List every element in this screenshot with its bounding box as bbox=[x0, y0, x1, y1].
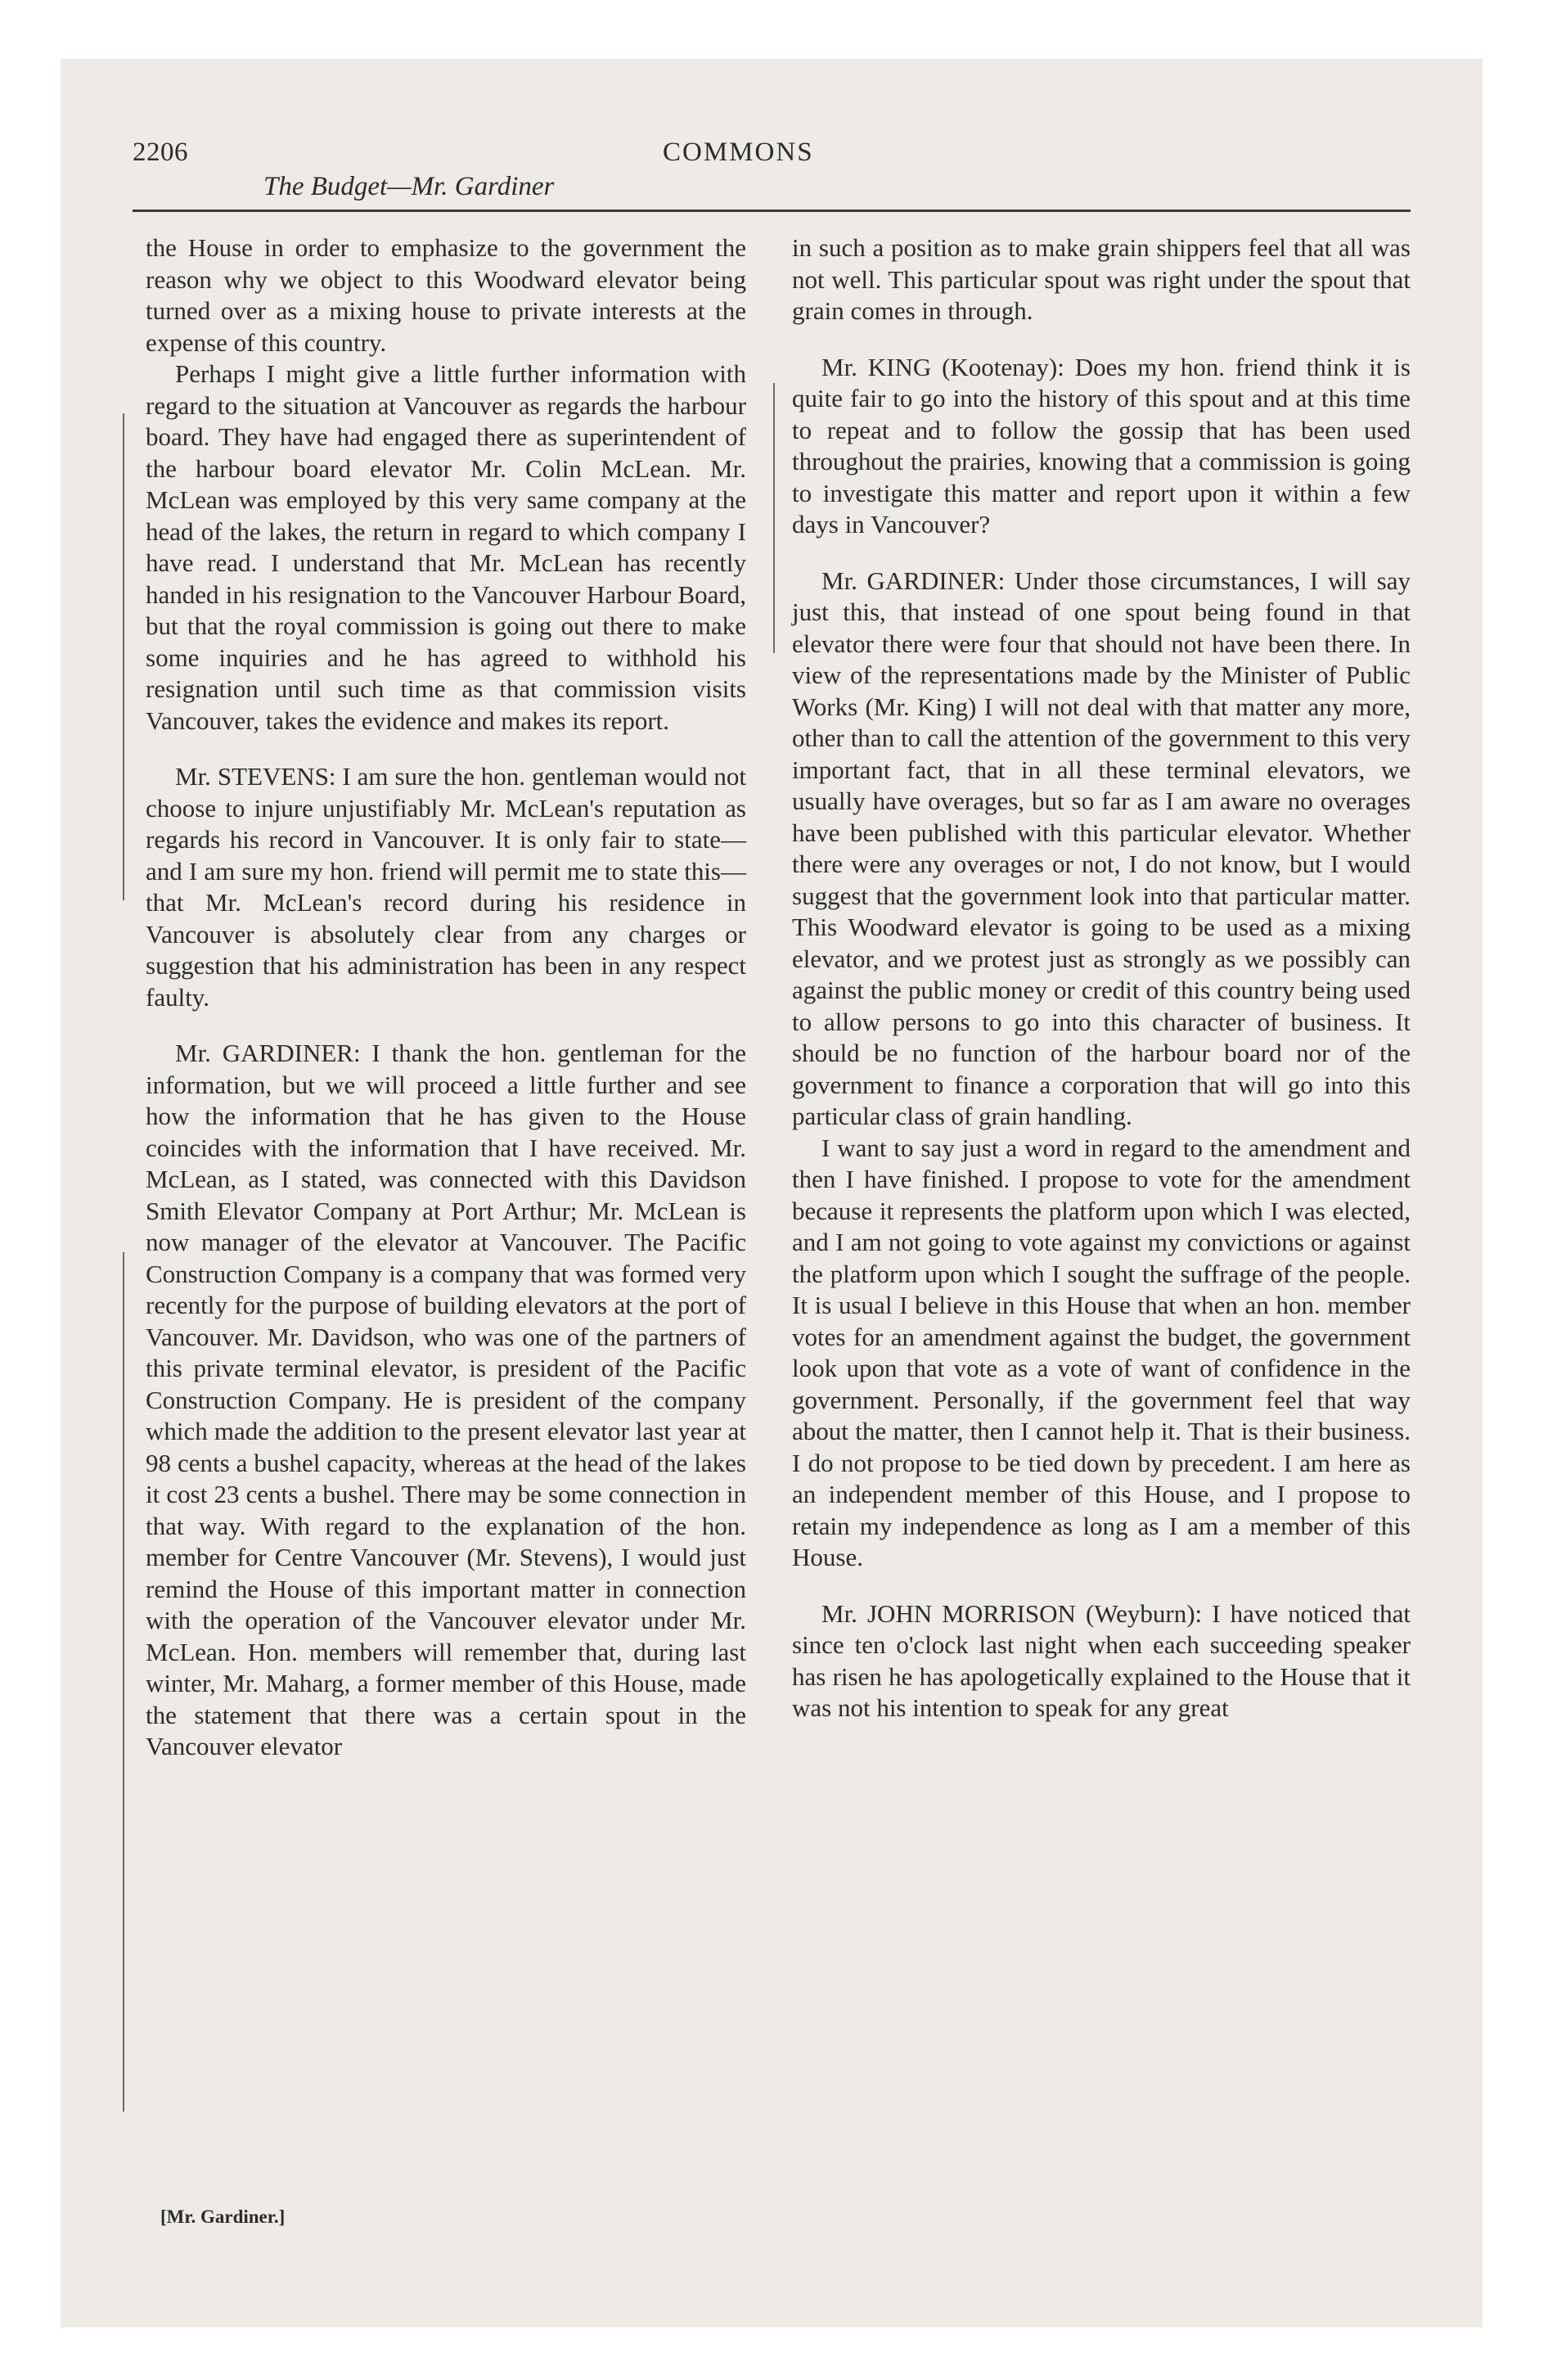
paragraph: Mr. KING (Kootenay): Does my hon. friend think it is quite fair to go into the history of this spout and at this time to repeat and to follow the gossip that has been used throughout the prairies, knowing that a commission is going to investigate this matter and report upon it within a few days in Vancouver? bbox=[792, 352, 1411, 539]
page-number: 2206 bbox=[133, 137, 188, 167]
margin-bar bbox=[773, 383, 775, 653]
paragraph: the House in order to emphasize to the government the reason why we object to this Woodward elevator being turned over as a mixing house to private interests at the expense of this country. bbox=[146, 233, 746, 357]
header-rule bbox=[133, 210, 1411, 212]
paragraph: I want to say just a word in regard to the amendment and then I have finished. I propose to vote for the amendment because it represents the platform upon which I was elected, and I am not going to vote against my convictions or against the platform upon which I sought the suffrage of the people. It is usual I believe in this House that when an hon. member votes for an amendment against the budget, the government look upon that vote as a vote of want of confidence in the government. Personally, if the government feel that way about the matter, then I cannot help it. That is their business. I do not propose to be tied down by precedent. I am here as an independent member of this House, and I propose to retain my independence as long as I am a member of this House. bbox=[792, 1133, 1411, 1571]
margin-bar bbox=[123, 413, 124, 900]
footer-speaker-tag: [Mr. Gardiner.] bbox=[160, 2206, 286, 2227]
paragraph: Mr. GARDINER: Under those circumstances, I will say just this, that instead of one spout being found in that elevator there were four that should not have been there. In view of the representations made by the Minister of Public Works (Mr. King) I will not deal with that matter any more, other than to call the attention of the government to this very important fact, that in all these terminal elevators, we usually have overages, but so far as I am aware no overages have been published with this particular elevator. Whether there were any overages or not, I do not know, but I would suggest that the government look into that particular matter. This Woodward elevator is going to be used as a mixing elevator, and we protest just as strongly as we possibly can against the public money or credit of this country being used to allow persons to go into this character of business. It should be no function of the harbour board nor of the government to finance a corporation that will go into this particular class of grain handling. bbox=[792, 566, 1411, 1130]
left-column bbox=[146, 232, 746, 1763]
publication-title: COMMONS bbox=[663, 137, 814, 167]
running-title: The Budget—Mr. Gardiner bbox=[263, 172, 555, 201]
paragraph: in such a position as to make grain shippers feel that all was not well. This particular spout was right under the spout that grain comes in through. bbox=[792, 233, 1411, 325]
paragraph: Mr. JOHN MORRISON (Weyburn): I have noticed that since ten o'clock last night when each succeeding speaker has risen he has apologetically explained to the House that it was not his intention to speak for any great bbox=[792, 1598, 1411, 1722]
paragraph: Perhaps I might give a little further information with regard to the situation at Vancouver as regards the harbour board. They have had engaged there as superintendent of the harbour board elevator Mr. Colin McLean. Mr. McLean was employed by this very same company at the head of the lakes, the return in regard to which company I have read. I understand that Mr. McLean has recently handed in his resignation to the Vancouver Harbour Board, but that the royal commission is going out there to make some inquiries and he has agreed to withhold his resignation until such time as that commission visits Vancouver, takes the evidence and makes its report. bbox=[146, 359, 746, 735]
margin-bar bbox=[123, 1252, 124, 2112]
right-column bbox=[792, 232, 1411, 1724]
paragraph: Mr. STEVENS: I am sure the hon. gentleman would not choose to injure unjustifiably Mr. McLean's reputation as regards his record in Vancouver. It is only fair to state—and I am sure my hon. friend will permit me to state this—that Mr. McLean's record during his residence in Vancouver is absolutely clear from any charges or suggestion that his administration has been in any respect faulty. bbox=[146, 762, 746, 1012]
paragraph: Mr. GARDINER: I thank the hon. gentleman for the information, but we will proceed a little further and see how the information that he has given to the House coincides with the information that I have received. Mr. McLean, as I stated, was connected with this Davidson Smith Elevator Company at Port Arthur; Mr. McLean is now manager of the elevator at Vancouver. The Pacific Construction Company is a company that was formed very recently for the purpose of building elevators at the port of Vancouver. Mr. Davidson, who was one of the partners of this private terminal elevator, is president of the Pacific Construction Company. He is president of the company which made the addition to the present elevator last year at 98 cents a bushel capacity, whereas at the head of the lakes it cost 23 cents a bushel. There may be some connection in that way. With regard to the explanation of the hon. member for Centre Vancouver (Mr. Stevens), I would just remind the House of this important matter in connection with the operation of the Vancouver elevator under Mr. McLean. Hon. members will remember that, during last winter, Mr. Maharg, a former member of this House, made the statement that there was a certain spout in the Vancouver elevator bbox=[146, 1039, 746, 1760]
